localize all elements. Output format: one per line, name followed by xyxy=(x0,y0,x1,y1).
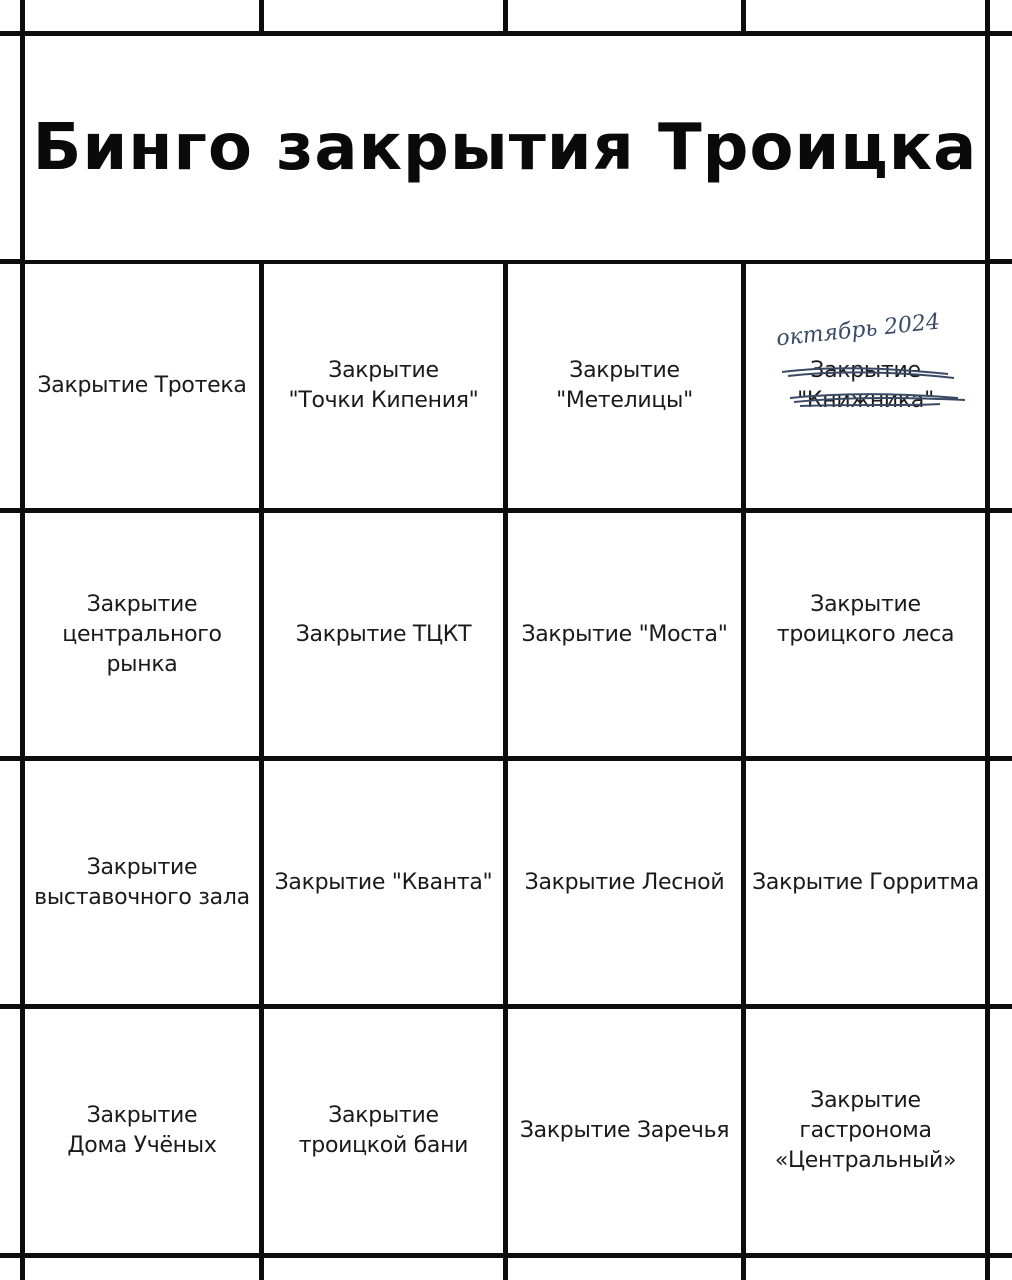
cell-label: Закрытие центрального рынка xyxy=(62,591,222,677)
bingo-cell xyxy=(746,1009,985,1253)
cell-label: Закрытие Дома Учёных xyxy=(67,1103,217,1158)
grid-line-v5 xyxy=(985,0,990,1280)
cell-label: Закрытие ТЦКТ xyxy=(295,621,472,647)
bingo-cell xyxy=(508,761,741,1004)
cell-label: Закрытие троицкой бани xyxy=(298,1103,469,1158)
cell-label: Закрытие Горритма xyxy=(752,869,979,895)
strikethrough-scribble xyxy=(760,360,975,420)
bingo-cell xyxy=(25,1009,259,1253)
cell-label: Закрытие Тротека xyxy=(37,373,247,398)
cell-label: Закрытие Лесной xyxy=(524,869,725,895)
bingo-cell xyxy=(508,513,741,756)
bingo-cell xyxy=(746,513,985,756)
handwritten-date: октябрь 2024 xyxy=(775,309,942,352)
bingo-cell xyxy=(25,513,259,756)
cell-label: Закрытие "Моста" xyxy=(521,621,728,647)
bingo-cell xyxy=(508,264,741,508)
grid-line-h6 xyxy=(0,1253,1012,1258)
bingo-cell xyxy=(264,264,503,508)
cell-label: Закрытие "Кванта" xyxy=(274,869,493,895)
page-title: Бинго закрытия Троицка xyxy=(32,111,978,185)
bingo-cell xyxy=(746,761,985,1004)
bingo-cell xyxy=(508,1009,741,1253)
bingo-cell xyxy=(25,264,259,508)
bingo-cell xyxy=(264,1009,503,1253)
cell-label: Закрытие "Книжника" xyxy=(797,358,934,413)
bingo-cell xyxy=(25,761,259,1004)
cell-label: Закрытие "Точки Кипения" xyxy=(288,358,479,413)
cell-label: Закрытие выставочного зала xyxy=(34,854,250,910)
cell-label: Закрытие Заречья xyxy=(519,1118,730,1143)
cell-label: Закрытие "Метелицы" xyxy=(556,358,693,413)
bingo-cell xyxy=(264,513,503,756)
cell-label: Закрытие троицкого леса xyxy=(776,591,955,647)
bingo-cell xyxy=(264,761,503,1004)
cell-label: Закрытие гастронома «Центральный» xyxy=(774,1088,957,1173)
